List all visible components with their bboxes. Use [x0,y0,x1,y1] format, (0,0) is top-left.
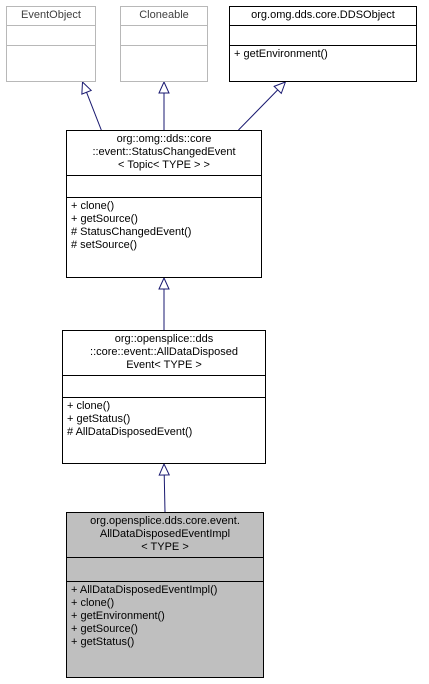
method-set-source: # setSource() [71,239,138,251]
class-name-line: org::opensplice::dds [114,333,214,345]
inheritance-arrowhead [82,82,91,94]
class-name-line: ::core::event::AllDataDisposed [90,346,238,358]
class-name-line: Cloneable [139,9,189,21]
method-clone: + clone() [71,597,115,609]
methods-section [63,398,265,441]
method-all-data-disposed-event: # AllDataDisposedEvent() [67,426,193,438]
class-name-line: < Topic< TYPE > > [118,159,210,171]
class-name-line: ::event::StatusChangedEvent [92,146,236,158]
class-title [7,7,95,26]
methods-section [230,46,416,63]
class-title [63,331,265,376]
method-clone: + clone() [67,400,111,412]
attributes-section [67,176,261,198]
class-name-line: < TYPE > [141,541,189,553]
class-cloneable[interactable] [120,6,208,82]
inheritance-line [238,90,277,130]
class-name-line: Event< TYPE > [126,359,202,371]
class-name-line: AllDataDisposedEventImpl [99,528,231,540]
class-title [67,131,261,176]
method-get-environment: + getEnvironment() [234,48,328,60]
class-dds-object[interactable] [229,6,417,82]
method-get-environment: + getEnvironment() [71,610,165,622]
method-get-status: + getStatus() [67,413,131,425]
inheritance-line [164,475,165,512]
methods-section [67,582,263,651]
class-title [67,513,263,558]
method-clone: + clone() [71,200,115,212]
inheritance-arrowhead [159,82,169,93]
class-name-line: EventObject [21,9,81,21]
class-title [230,7,416,26]
inheritance-line [87,92,102,130]
method-get-source: + getSource() [71,213,138,225]
attributes-section [230,26,416,46]
class-all-data-disposed-event-impl[interactable] [66,512,264,678]
attributes-section [7,26,95,46]
class-title [121,7,207,26]
class-all-data-disposed-event[interactable] [62,330,266,464]
method-get-status: + getStatus() [71,636,135,648]
methods-section [121,46,207,68]
class-name-line: org.omg.dds.core.DDSObject [251,9,395,21]
methods-section [7,46,95,68]
attributes-section [63,376,265,398]
inheritance-arrowhead [159,278,169,289]
class-status-changed-event[interactable] [66,130,262,278]
class-name-line: org.opensplice.dds.core.event. [90,515,240,527]
inheritance-arrowhead [159,464,169,475]
methods-section [67,198,261,254]
method-get-source: + getSource() [71,623,138,635]
method-all-data-disposed-event-impl: + AllDataDisposedEventImpl() [71,584,218,596]
class-name-line: org::omg::dds::core [116,133,212,145]
attributes-section [67,558,263,582]
attributes-section [121,26,207,46]
class-event-object[interactable] [6,6,96,82]
method-status-changed-event: # StatusChangedEvent() [71,226,192,238]
